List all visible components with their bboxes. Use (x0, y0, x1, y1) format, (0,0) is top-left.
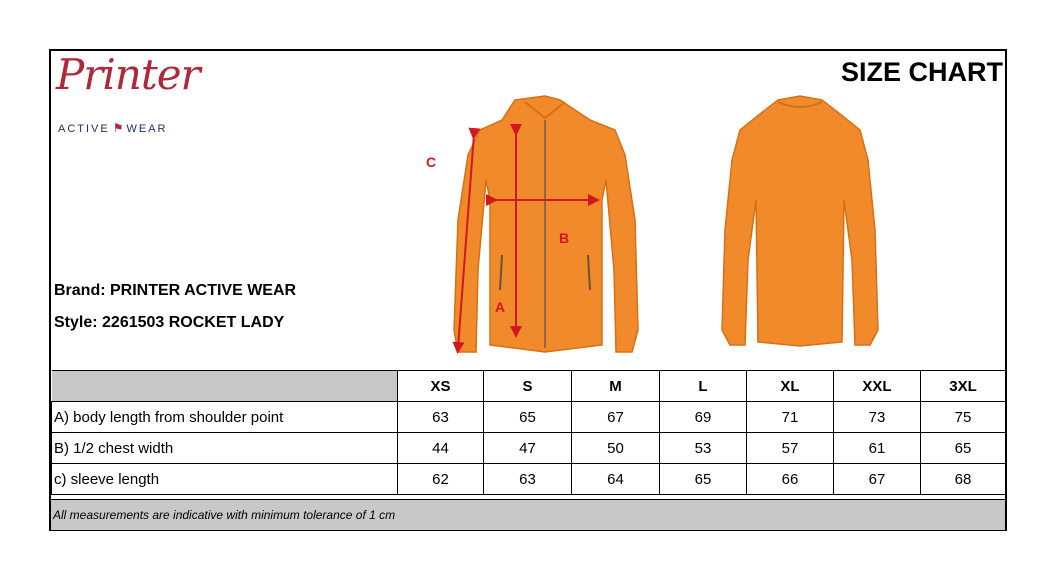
logo-sub-right: WEAR (126, 123, 168, 135)
size-header-row (52, 371, 1006, 402)
table-cell: 57 (747, 433, 834, 464)
size-header-l: L (660, 371, 747, 402)
size-header-3xl: 3XL (921, 371, 1006, 402)
table-cell: 68 (921, 464, 1006, 495)
row-label: A) body length from shoulder point (52, 402, 398, 433)
brand-line: Brand: PRINTER ACTIVE WEAR (54, 282, 297, 299)
jacket-front-image (454, 96, 638, 352)
size-table (51, 370, 1006, 495)
table-cell: 61 (834, 433, 921, 464)
table-cell: 50 (572, 433, 660, 464)
table-cell: 47 (484, 433, 572, 464)
table-cell: 65 (921, 433, 1006, 464)
table-cell: 71 (747, 402, 834, 433)
table-cell: 67 (834, 464, 921, 495)
table-cell: 65 (660, 464, 747, 495)
table-cell: 69 (660, 402, 747, 433)
measurement-note: All measurements are indicative with minimum tolerance of 1 cm (51, 499, 1005, 530)
size-header-s: S (484, 371, 572, 402)
dimension-label-b: B (559, 230, 570, 246)
size-header-m: M (572, 371, 660, 402)
table-cell: 62 (398, 464, 484, 495)
logo-sub-left: ACTIVE (58, 123, 110, 135)
jacket-back-image (722, 96, 878, 346)
size-header-xxl: XXL (834, 371, 921, 402)
page-title: SIZE CHART (841, 57, 1003, 87)
table-cell: 65 (484, 402, 572, 433)
table-cell: 75 (921, 402, 1006, 433)
size-header-xs: XS (398, 371, 484, 402)
table-cell: 44 (398, 433, 484, 464)
style-line: Style: 2261503 ROCKET LADY (54, 314, 285, 331)
brand-logo: Printer (56, 50, 200, 99)
dimension-label-c: C (426, 154, 437, 170)
product-images (420, 90, 900, 360)
header-blank-cell (52, 371, 398, 402)
table-cell: 63 (484, 464, 572, 495)
flag-icon: ⚑ (112, 121, 124, 135)
row-label: B) 1/2 chest width (52, 433, 398, 464)
table-cell: 63 (398, 402, 484, 433)
table-cell: 67 (572, 402, 660, 433)
table-row (52, 433, 1006, 464)
size-header-xl: XL (747, 371, 834, 402)
brand-logo-subtitle (58, 121, 168, 135)
table-cell: 64 (572, 464, 660, 495)
table-row (52, 402, 1006, 433)
table-cell: 53 (660, 433, 747, 464)
dimension-label-a: A (495, 299, 506, 315)
row-label: c) sleeve length (52, 464, 398, 495)
table-cell: 73 (834, 402, 921, 433)
table-cell: 66 (747, 464, 834, 495)
table-row (52, 464, 1006, 495)
